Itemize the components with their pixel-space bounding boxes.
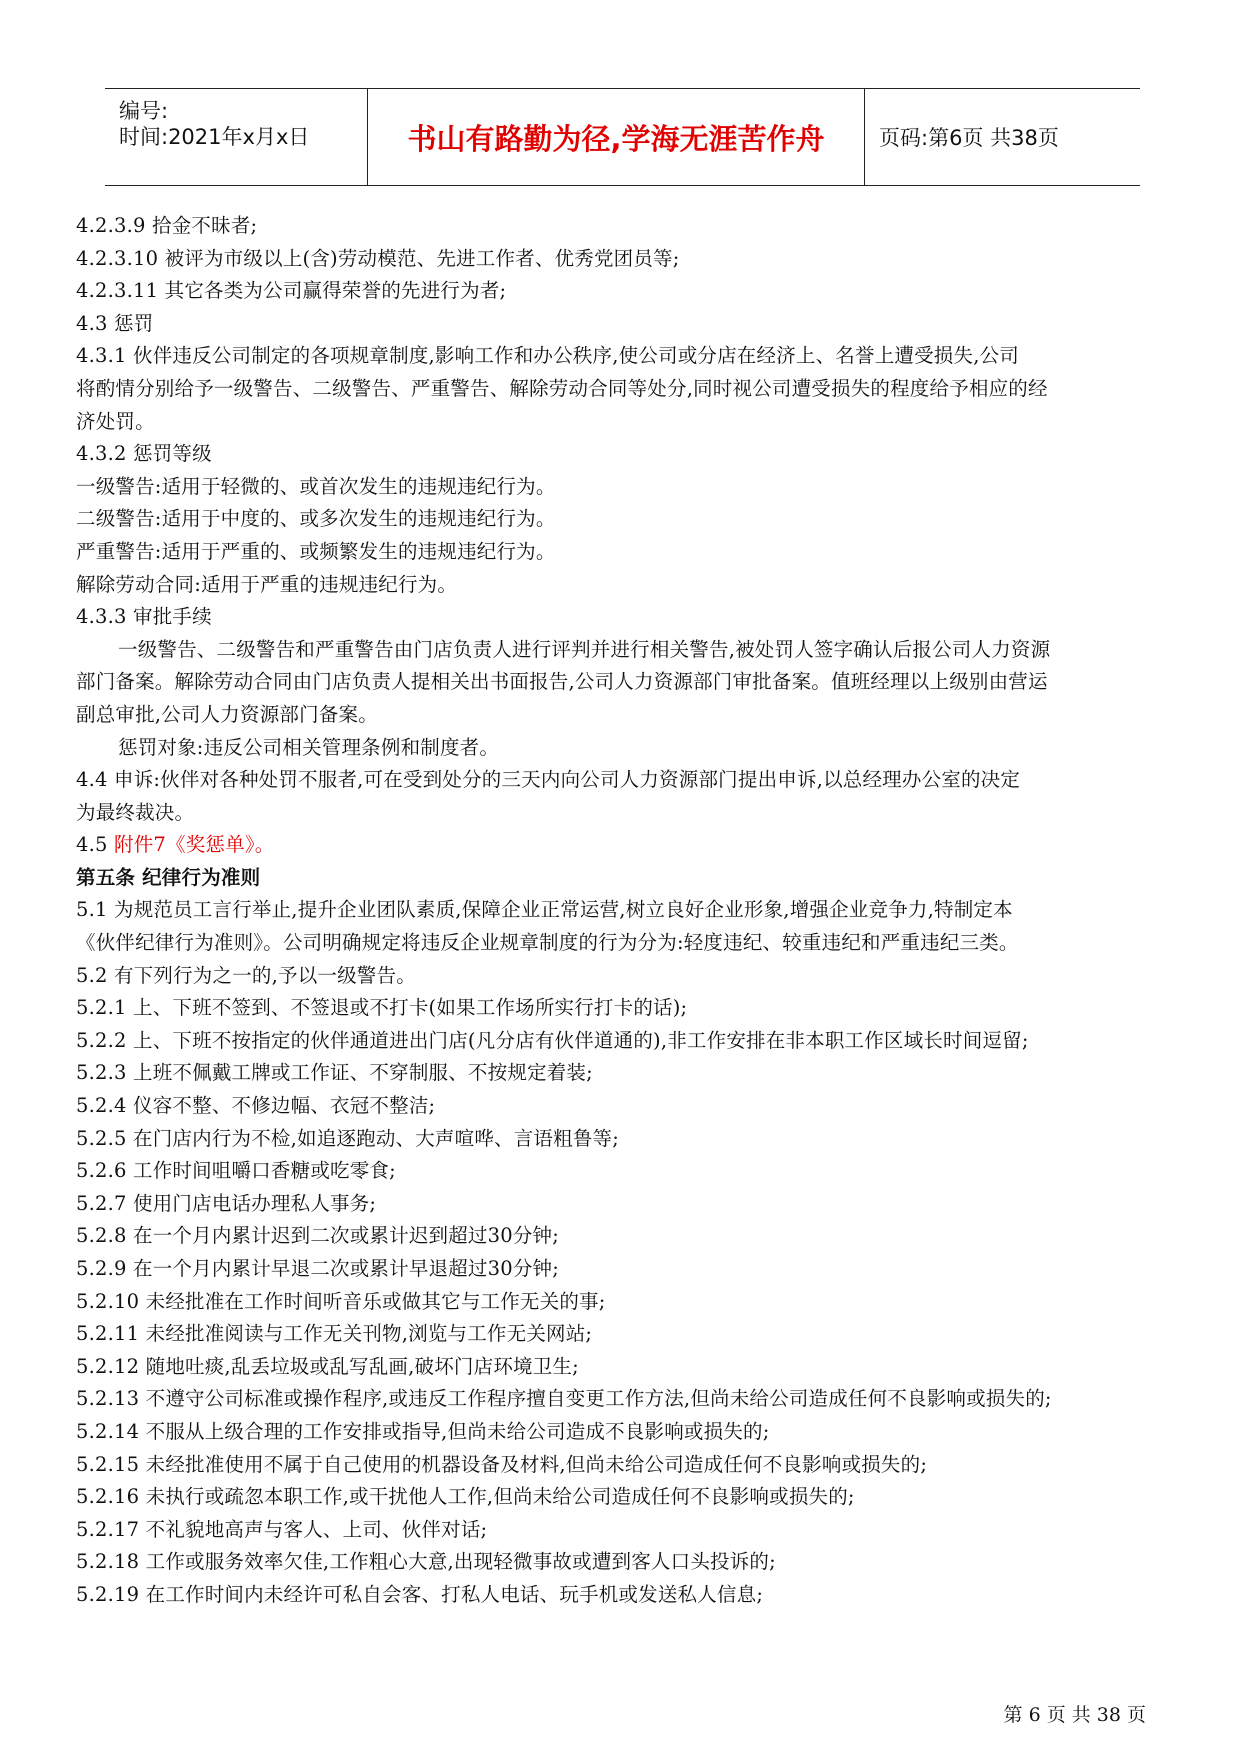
text-line: 济处罚。 [76, 409, 155, 433]
text-line: 惩罚对象:违反公司相关管理条例和制度者。 [118, 735, 500, 759]
header-page-info: 页码:第6页 共38页 [879, 126, 1059, 150]
section-heading: 4.3.3 审批手续 [76, 605, 212, 629]
list-item: 5.2.11 未经批准阅读与工作无关刊物,浏览与工作无关网站; [76, 1322, 593, 1346]
text-line: 严重警告:适用于严重的、或频繁发生的违规违纪行为。 [76, 539, 556, 563]
list-item: 5.2.2 上、下班不按指定的伙伴通道进出门店(凡分店有伙伴道通的),非工作安排在非本职工作区域长时间逗留; [76, 1028, 1029, 1052]
section-heading: 4.3.2 惩罚等级 [76, 442, 212, 466]
text-line: 5.1 为规范员工言行举止,提升企业团队素质,保障企业正常运营,树立良好企业形象,增强企业竞争力,特制定本 [76, 898, 1013, 922]
document-body [76, 210, 1166, 1612]
list-item: 5.2.14 不服从上级合理的工作安排或指导,但尚未给公司造成不良影响或损失的; [76, 1419, 770, 1443]
list-item: 5.2.4 仪容不整、不修边幅、衣冠不整洁; [76, 1094, 436, 1118]
list-item: 5.2.9 在一个月内累计早退二次或累计早退超过30分钟; [76, 1257, 559, 1280]
article-heading: 第五条 纪律行为准则 [76, 865, 261, 889]
text-line: 4.3.1 伙伴违反公司制定的各项规章制度,影响工作和办公秩序,使公司或分店在经济上、名誉上遭受损失,公司 [76, 344, 1020, 368]
text-line: 5.2 有下列行为之一的,予以一级警告。 [76, 963, 416, 987]
list-item: 5.2.7 使用门店电话办理私人事务; [76, 1191, 377, 1215]
text-line: 一级警告、二级警告和严重警告由门店负责人进行评判并进行相关警告,被处罚人签字确认后报公司人力资源 [118, 637, 1051, 661]
text-line: 一级警告:适用于轻微的、或首次发生的违规违纪行为。 [76, 474, 556, 498]
list-item: 5.2.15 未经批准使用不属于自己使用的机器设备及材料,但尚未给公司造成任何不良影响或损失的; [76, 1452, 928, 1476]
text-line: 4.2.3.10 被评为市级以上(含)劳动模范、先进工作者、优秀党团员等; [76, 246, 680, 270]
list-item: 5.2.13 不遵守公司标准或操作程序,或违反工作程序擅自变更工作方法,但尚未给公司造成任何不良影响或损失的; [76, 1387, 1052, 1411]
text-line: 4.4 申诉:伙伴对各种处罚不服者,可在受到处分的三天内向公司人力资源部门提出申诉,以总经理办公室的决定 [76, 768, 1021, 792]
text-line: 4.2.3.9 拾金不昧者; [76, 214, 258, 237]
text-line: 解除劳动合同:适用于严重的违规违纪行为。 [76, 572, 458, 596]
text-line: 将酌情分别给予一级警告、二级警告、严重警告、解除劳动合同等处分,同时视公司遭受损失的程度给予相应的经 [76, 376, 1048, 400]
list-item: 5.2.19 在工作时间内未经许可私自会客、打私人电话、玩手机或发送私人信息; [76, 1582, 764, 1606]
section-heading: 4.3 惩罚 [76, 311, 154, 335]
page-footer: 第 6 页 共 38 页 [1003, 1704, 1146, 1726]
list-item: 5.2.5 在门店内行为不检,如追逐跑动、大声喧哗、言语粗鲁等; [76, 1126, 619, 1150]
annex-line [76, 829, 1166, 862]
text-line: 4.2.3.11 其它各类为公司赢得荣誉的先进行为者; [76, 279, 507, 303]
text-line: 部门备案。解除劳动合同由门店负责人提相关出书面报告,公司人力资源部门审批备案。值班经理以上级别由营运 [76, 670, 1048, 694]
header-left-cell [105, 89, 368, 185]
motto-text: 书山有路勤为径,学海无涯苦作舟 [407, 121, 825, 156]
page-header [105, 88, 1140, 186]
document-number-label: 编号: [119, 99, 169, 123]
list-item: 5.2.18 工作或服务效率欠佳,工作粗心大意,出现轻微事故或遭到客人口头投诉的; [76, 1550, 776, 1574]
annex-number: 4.5 [76, 833, 115, 857]
list-item: 5.2.17 不礼貌地高声与客人、上司、伙伴对话; [76, 1517, 488, 1541]
text-line: 副总审批,公司人力资源部门备案。 [76, 702, 378, 726]
header-motto-cell [368, 89, 865, 185]
list-item: 5.2.8 在一个月内累计迟到二次或累计迟到超过30分钟; [76, 1224, 559, 1248]
list-item: 5.2.6 工作时间咀嚼口香糖或吃零食; [76, 1159, 396, 1183]
annex-link[interactable]: 附件7《奖惩单》。 [114, 833, 275, 857]
list-item: 5.2.1 上、下班不签到、不签退或不打卡(如果工作场所实行打卡的话); [76, 996, 688, 1020]
header-page-cell [865, 89, 1140, 185]
text-line: 二级警告:适用于中度的、或多次发生的违规违纪行为。 [76, 507, 556, 531]
document-time-label: 时间:2021年x月x日 [119, 125, 310, 149]
text-line: 《伙伴纪律行为准则》。公司明确规定将违反企业规章制度的行为分为:轻度违纪、较重违纪和严重违纪三类。 [76, 931, 1019, 955]
list-item: 5.2.3 上班不佩戴工牌或工作证、不穿制服、不按规定着装; [76, 1061, 593, 1085]
list-item: 5.2.12 随地吐痰,乱丢垃圾或乱写乱画,破坏门店环境卫生; [76, 1354, 579, 1378]
text-line: 为最终裁决。 [76, 800, 195, 824]
list-item: 5.2.16 未执行或疏忽本职工作,或干扰他人工作,但尚未给公司造成任何不良影响或损失的; [76, 1485, 855, 1509]
list-item: 5.2.10 未经批准在工作时间听音乐或做其它与工作无关的事; [76, 1289, 606, 1313]
